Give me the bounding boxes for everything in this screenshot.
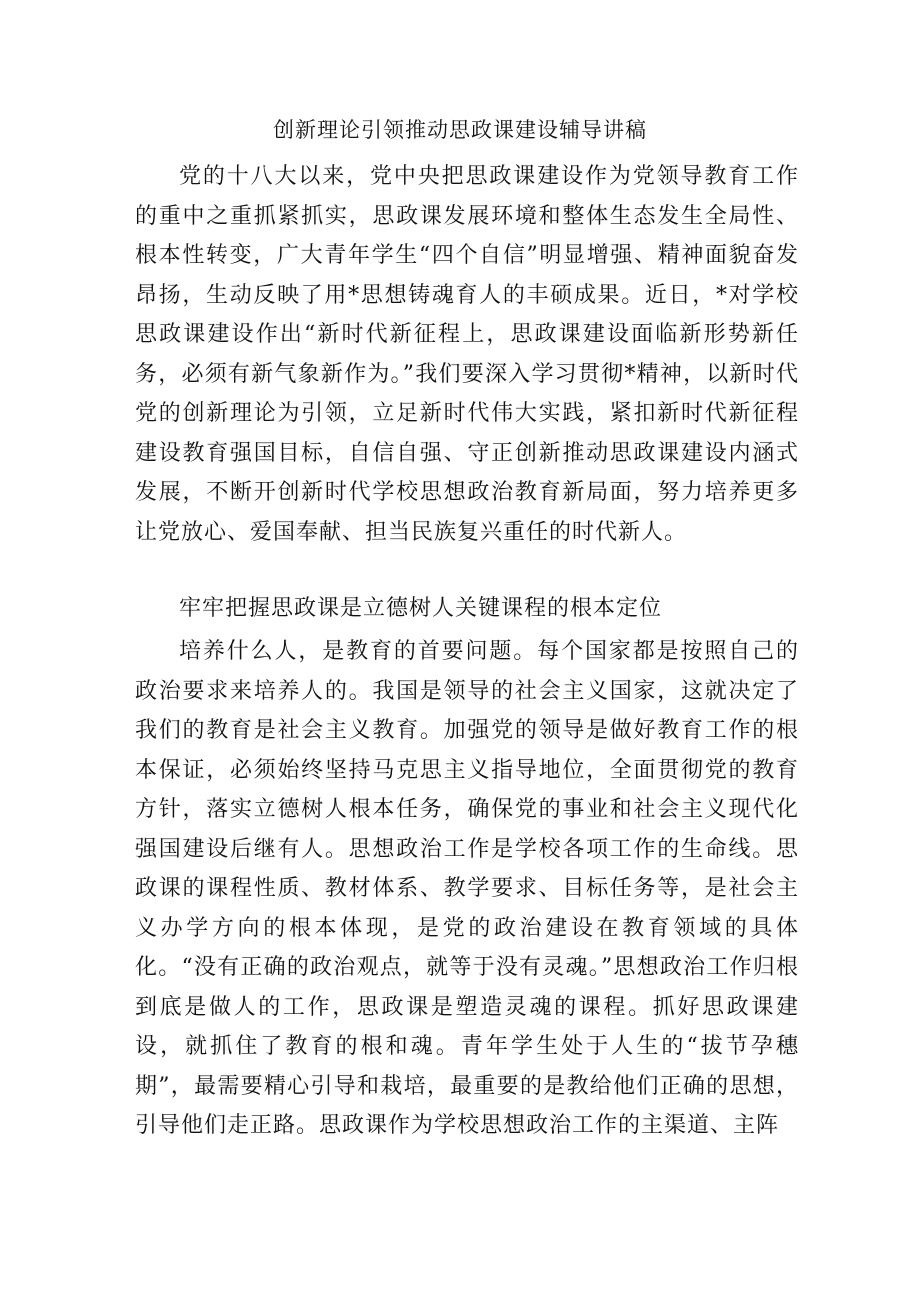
section-heading: 牢牢把握思政课是立德树人关键课程的根本定位 xyxy=(179,596,663,621)
intro-paragraph: 党的十八大以来，党中央把思政课建设作为党领导教育工作的重中之重抓紧抓实，思政课发展环境和整体生态发生全局性、根本性转变，广大青年学生“四个自信”明显增强、精神面貌奋发昂扬，生动反映了用*思想铸魂育人的丰硕成果。近日，*对学校思政课建设作出“新时代新征程上，思政课建设面临新形势新任务，必须有新气象新作为。”我们要深入学习贯彻*精神，以新时代党的创新理论为引领，立足新时代伟大实践，紧扣新时代新征程建设教育强国目标，自信自强、守正创新推动思政课建设内涵式发展，不断开创新时代学校思想政治教育新局面，努力培养更多让党放心、爱国奉献、担当民族复兴重任的时代新人。 xyxy=(135,164,799,545)
document-title: 创新理论引领推动思政课建设辅导讲稿 xyxy=(273,118,647,142)
body-paragraph: 培养什么人，是教育的首要问题。每个国家都是按照自己的政治要求来培养人的。我国是领导的社会主义国家，这就决定了我们的教育是社会主义教育。加强党的领导是做好教育工作的根本保证，必须始终坚持马克思主义指导地位，全面贯彻党的教育方针，落实立德树人根本任务，确保党的事业和社会主义现代化强国建设后继有人。思想政治工作是学校各项工作的生命线。思政课的课程性质、教材体系、教学要求、目标任务等，是社会主义办学方向的根本体现，是党的政治建设在教育领域的具体化。“没有正确的政治观点，就等于没有灵魂。”思想政治工作归根到底是做人的工作，思政课是塑造灵魂的课程。抓好思政课建设，就抓住了教育的根和魂。青年学生处于人生的“拔节孕穗期”，最需要精心引导和栽培，最重要的是教给他们正确的思想，引导他们走正路。思政课作为学校思想政治工作的主渠道、主阵 xyxy=(135,639,799,1138)
